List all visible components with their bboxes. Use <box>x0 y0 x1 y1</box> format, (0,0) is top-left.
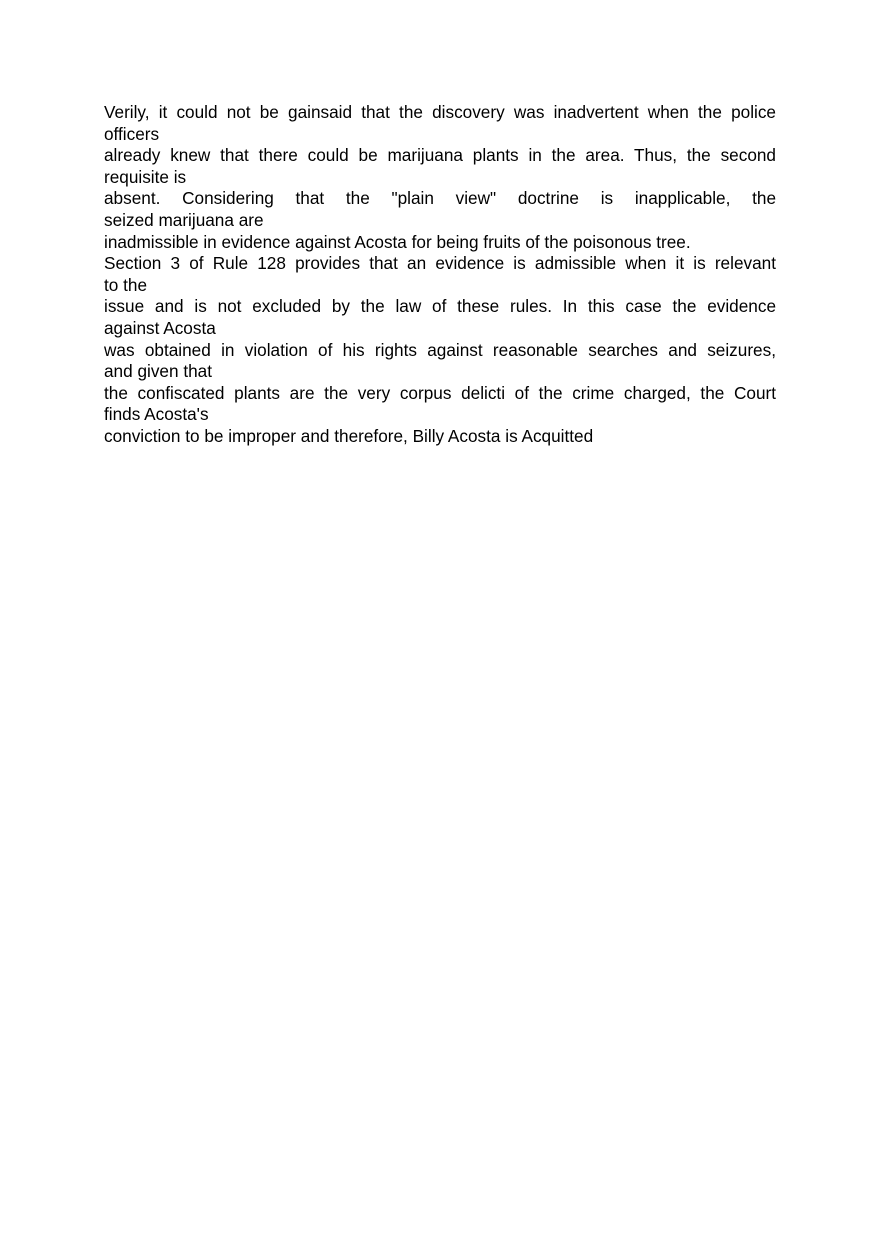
text-line: Section 3 of Rule 128 provides that an evidence is admissible when it is relevant <box>104 253 776 274</box>
text-line: Verily, it could not be gainsaid that the discovery was inadvertent when the police <box>104 102 776 122</box>
text-line: already knew that there could be marijuana plants in the area. Thus, the second <box>104 145 776 166</box>
body-text <box>104 102 776 448</box>
text-line: officers <box>104 123 160 144</box>
text-line: issue and is not excluded by the law of these rules. In this case the evidence <box>104 296 776 317</box>
text-line: against Acosta <box>104 317 216 338</box>
text-line: to the <box>104 274 148 295</box>
text-line: finds Acosta's <box>104 404 209 425</box>
text-line: absent. Considering that the "plain view" doctrine is inapplicable, the <box>104 188 776 209</box>
text-line: seized marijuana are <box>104 209 264 230</box>
text-line: was obtained in violation of his rights against reasonable searches and seizures, <box>104 339 776 360</box>
text-line: and given that <box>104 361 212 382</box>
text-line: requisite is <box>104 166 187 187</box>
text-line: the confiscated plants are the very corpus delicti of the crime charged, the Court <box>104 382 776 403</box>
text-line: conviction to be improper and therefore, Billy Acosta is Acquitted <box>104 425 594 446</box>
text-line: inadmissible in evidence against Acosta for being fruits of the poisonous tree. <box>104 231 691 252</box>
